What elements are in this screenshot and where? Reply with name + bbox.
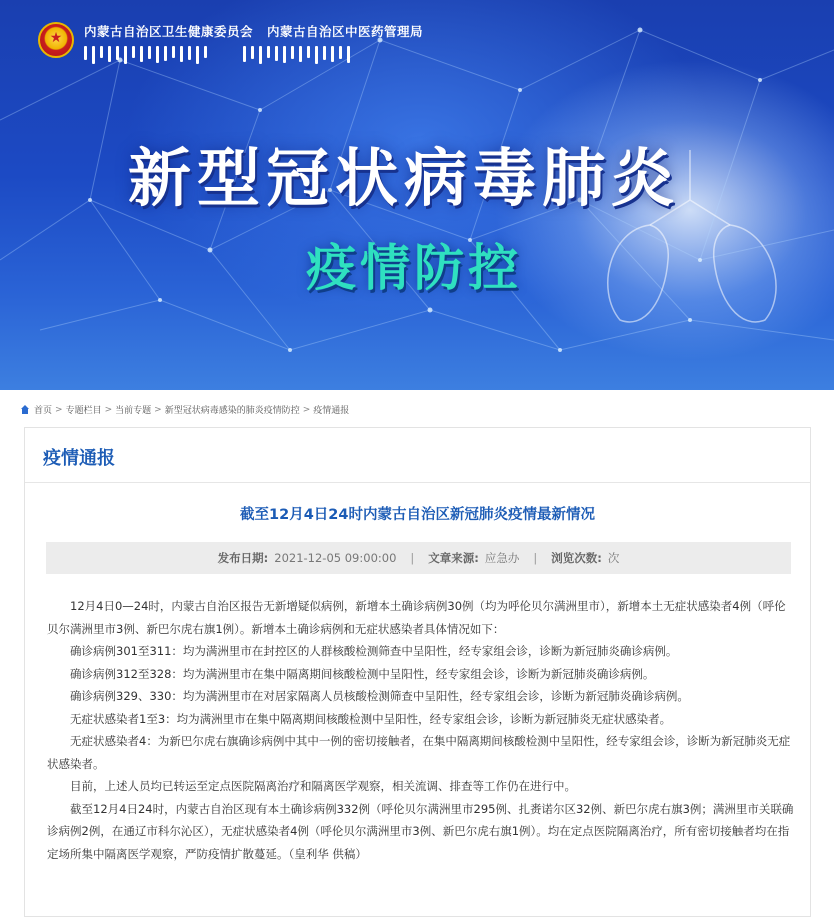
emblem-icon <box>38 22 74 58</box>
org-name-health-commission: 内蒙古自治区卫生健康委员会 <box>84 24 254 39</box>
source-value: 应急办 <box>484 551 520 565</box>
views-unit: 次 <box>607 551 620 565</box>
mongolian-script-2 <box>243 46 350 66</box>
article-paragraph: 无症状感染者1至3：均为满洲里市在集中隔离期间核酸检测中呈阳性，经专家组会诊，诊断为新冠肺炎无症状感染者。 <box>70 711 672 726</box>
breadcrumb-home[interactable]: 首页 <box>34 406 53 416</box>
content-card <box>24 427 811 917</box>
banner-title: 新型冠状病毒肺炎 <box>128 141 680 215</box>
breadcrumb: 首页 > 专题栏目 > 当前专题 > 新型冠状病毒感染的肺炎疫情防控 > 疫情通报 <box>20 403 349 416</box>
mongolian-script-1 <box>84 46 207 66</box>
section-title: 疫情通报 <box>43 448 115 469</box>
org-name-tcm-bureau: 内蒙古自治区中医药管理局 <box>267 24 424 39</box>
article-paragraph: 确诊病例312至328：均为满洲里市在集中隔离期间核酸检测中呈阳性，经专家组会诊，诊断为新冠肺炎确诊病例。 <box>70 666 655 681</box>
breadcrumb-current-topic[interactable]: 当前专题 <box>115 406 152 416</box>
views-label: 浏览次数: <box>551 551 602 565</box>
breadcrumb-epidemic-control[interactable]: 新型冠状病毒感染的肺炎疫情防控 <box>164 406 300 416</box>
breadcrumb-topics[interactable]: 专题栏目 <box>65 406 102 416</box>
org-header <box>38 22 423 66</box>
article-body <box>47 595 795 865</box>
breadcrumb-epidemic-report[interactable]: 疫情通报 <box>313 406 350 416</box>
article-paragraph: 确诊病例329、330：均为满洲里市在对居家隔离人员核酸检测筛查中呈阳性，经专家组会诊，诊断为新冠肺炎确诊病例。 <box>70 689 689 703</box>
article-paragraph: 无症状感染者4：为新巴尔虎右旗确诊病例中其中一例的密切接触者，在集中隔离期间核酸检测中呈阳性，经专家组会诊，诊断为新冠肺炎无症状感染者。 <box>47 734 791 771</box>
article-meta: 发布日期: 2021-12-05 09:00:00 | 文章来源: 应急办 | 浏览次数: 次 <box>46 542 791 574</box>
publish-date-label: 发布日期: <box>217 551 269 565</box>
article-paragraph: 12月4日0—24时，内蒙古自治区报告无新增疑似病例，新增本土确诊病例30例（均为呼伦贝尔满洲里市），新增本土无症状感染者4例（呼伦贝尔满洲里市3例、新巴尔虎右旗1例）。新增本土确诊病例和无症状感染者具体情况如下： <box>47 599 786 636</box>
article-paragraph: 截至12月4日24时，内蒙古自治区现有本土确诊病例332例（呼伦贝尔满洲里市295例、扎赉诺尔区32例、新巴尔虎右旗3例；满洲里市关联确诊病例2例，在通辽市科尔沁区），无症状感染者4例（呼伦贝尔满洲里市3例、新巴尔虎右旗1例）。均在定点医院隔离治疗，所有密切接触者均在指定场所集中隔离医学观察，严防疫情扩散蔓延。（皇利华 供稿） <box>47 801 794 861</box>
banner <box>0 0 834 390</box>
source-label: 文章来源: <box>428 551 479 565</box>
publish-date: 2021-12-05 09:00:00 <box>274 551 397 565</box>
article-paragraph: 确诊病例301至311：均为满洲里市在封控区的人群核酸检测筛查中呈阳性，经专家组会诊，诊断为新冠肺炎确诊病例。 <box>70 644 678 658</box>
section-divider <box>25 482 810 483</box>
article-paragraph: 目前，上述人员均已转运至定点医院隔离治疗和隔离医学观察，相关流调、排查等工作仍在进行中。 <box>70 779 576 793</box>
article-title: 截至12月4日24时内蒙古自治区新冠肺炎疫情最新情况 <box>240 507 595 523</box>
banner-subtitle: 疫情防控 <box>306 238 522 297</box>
home-icon <box>20 405 30 414</box>
